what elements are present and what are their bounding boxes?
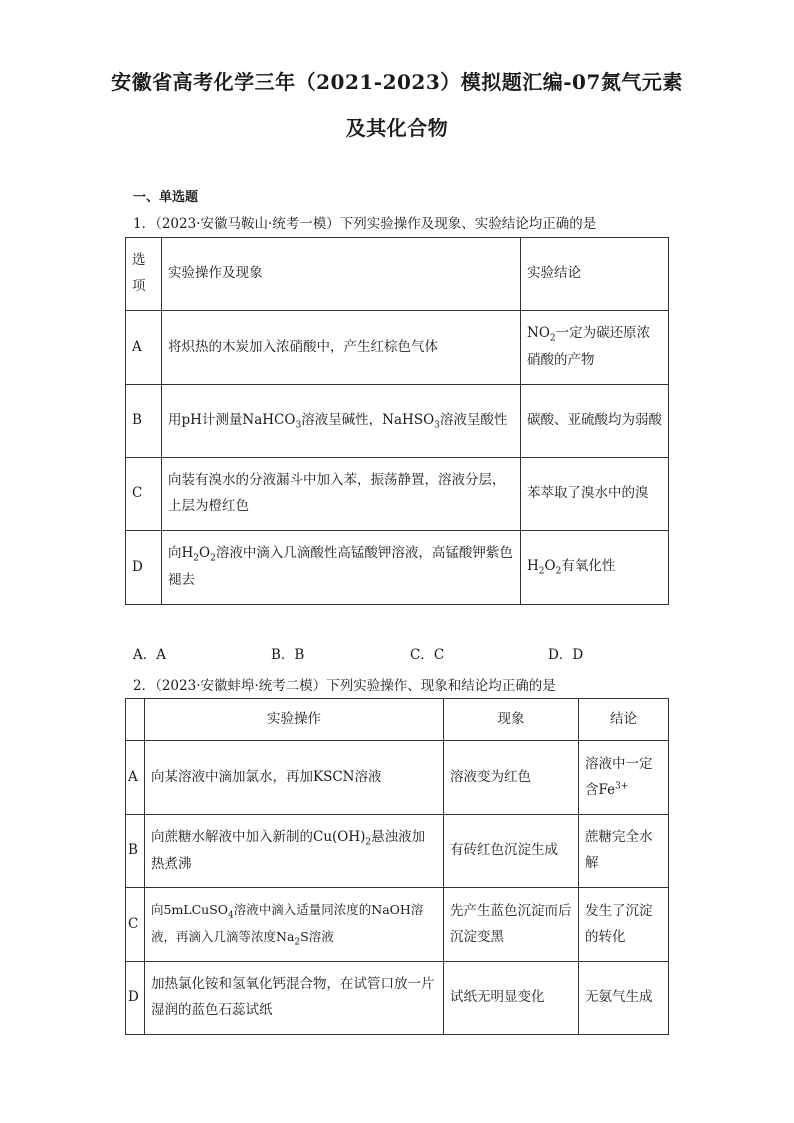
header-option: 选项 <box>126 238 162 311</box>
header-operation: 实验操作 <box>145 699 444 741</box>
table-row <box>126 962 669 1035</box>
operation-cell: 向装有溴水的分液漏斗中加入苯，振荡静置，溶液分层，上层为橙红色 <box>162 458 521 531</box>
document-title-line2: 及其化合物 <box>345 116 449 140</box>
conclusion-cell: 无氨气生成 <box>579 962 669 1035</box>
table-row <box>126 741 669 815</box>
conclusion-cell: $NO_2$一定为碳还原浓硝酸的产物 <box>521 311 669 385</box>
conclusion-cell: 溶液中一定含$Fe^{3+}$ <box>579 741 669 815</box>
option-label: C <box>126 888 145 962</box>
table-row <box>126 531 669 605</box>
conclusion-cell: 发生了沉淀的转化 <box>579 888 669 962</box>
option-label: A <box>126 741 145 815</box>
option-label: C <box>126 458 162 531</box>
table-row <box>126 815 669 888</box>
section-heading: 一、单选题 <box>133 190 199 205</box>
operation-cell: 加热氯化铵和氢氧化钙混合物，在试管口放一片湿润的蓝色石蕊试纸 <box>145 962 444 1035</box>
operation-cell: 向5mLCuSO$_4$溶液中滴入适量同浓度的NaOH溶液，再滴入几滴等浓度$Na_2S$溶液 <box>145 888 444 962</box>
conclusion-cell: 碳酸、亚硫酸均为弱酸 <box>521 385 669 458</box>
question-2-stem: 2．（2023·安徽蚌埠·统考二模）下列实验操作、现象和结论均正确的是 <box>133 678 556 694</box>
choice-b[interactable]: B．B <box>271 647 305 663</box>
header-phenomenon: 现象 <box>444 699 579 741</box>
operation-cell: 用pH计测量NaHCO$_3$溶液呈碱性，NaHSO$_3$溶液呈酸性 <box>162 385 521 458</box>
header-conclusion: 结论 <box>579 699 669 741</box>
phenomenon-cell: 试纸无明显变化 <box>444 962 579 1035</box>
phenomenon-cell: 有砖红色沉淀生成 <box>444 815 579 888</box>
phenomenon-cell: 溶液变为红色 <box>444 741 579 815</box>
option-label: B <box>126 385 162 458</box>
question-2-table <box>125 698 669 1035</box>
choice-d[interactable]: D．D <box>548 647 584 663</box>
option-label: D <box>126 962 145 1035</box>
conclusion-cell: 蔗糖完全水解 <box>579 815 669 888</box>
table-row <box>126 311 669 385</box>
header-blank <box>126 699 145 741</box>
table-row <box>126 385 669 458</box>
conclusion-cell: $H_2O_2$有氧化性 <box>521 531 669 605</box>
choice-c[interactable]: C．C <box>410 647 445 663</box>
operation-cell: 将炽热的木炭加入浓硝酸中，产生红棕色气体 <box>162 311 521 385</box>
question-1-table <box>125 237 669 605</box>
option-label: B <box>126 815 145 888</box>
table-row <box>126 888 669 962</box>
operation-cell: 向$H_2O_2$溶液中滴入几滴酸性高锰酸钾溶液，高锰酸钾紫色褪去 <box>162 531 521 605</box>
header-operation: 实验操作及现象 <box>162 238 521 311</box>
phenomenon-cell: 先产生蓝色沉淀而后沉淀变黑 <box>444 888 579 962</box>
option-label: A <box>126 311 162 385</box>
header-conclusion: 实验结论 <box>521 238 669 311</box>
operation-cell: 向蔗糖水解液中加入新制的$Cu(OH)_2$悬浊液加热煮沸 <box>145 815 444 888</box>
table-row <box>126 458 669 531</box>
conclusion-cell: 苯萃取了溴水中的溴 <box>521 458 669 531</box>
table-header-row <box>126 699 669 741</box>
choice-a[interactable]: A．A <box>133 647 166 663</box>
table-header-row <box>126 238 669 311</box>
document-title-line1: 安徽省高考化学三年（2021-2023）模拟题汇编-07氮气元素 <box>111 70 683 94</box>
operation-cell: 向某溶液中滴加氯水，再加KSCN溶液 <box>145 741 444 815</box>
option-label: D <box>126 531 162 605</box>
question-1-stem: 1．（2023·安徽马鞍山·统考一模）下列实验操作及现象、实验结论均正确的是 <box>133 216 597 232</box>
